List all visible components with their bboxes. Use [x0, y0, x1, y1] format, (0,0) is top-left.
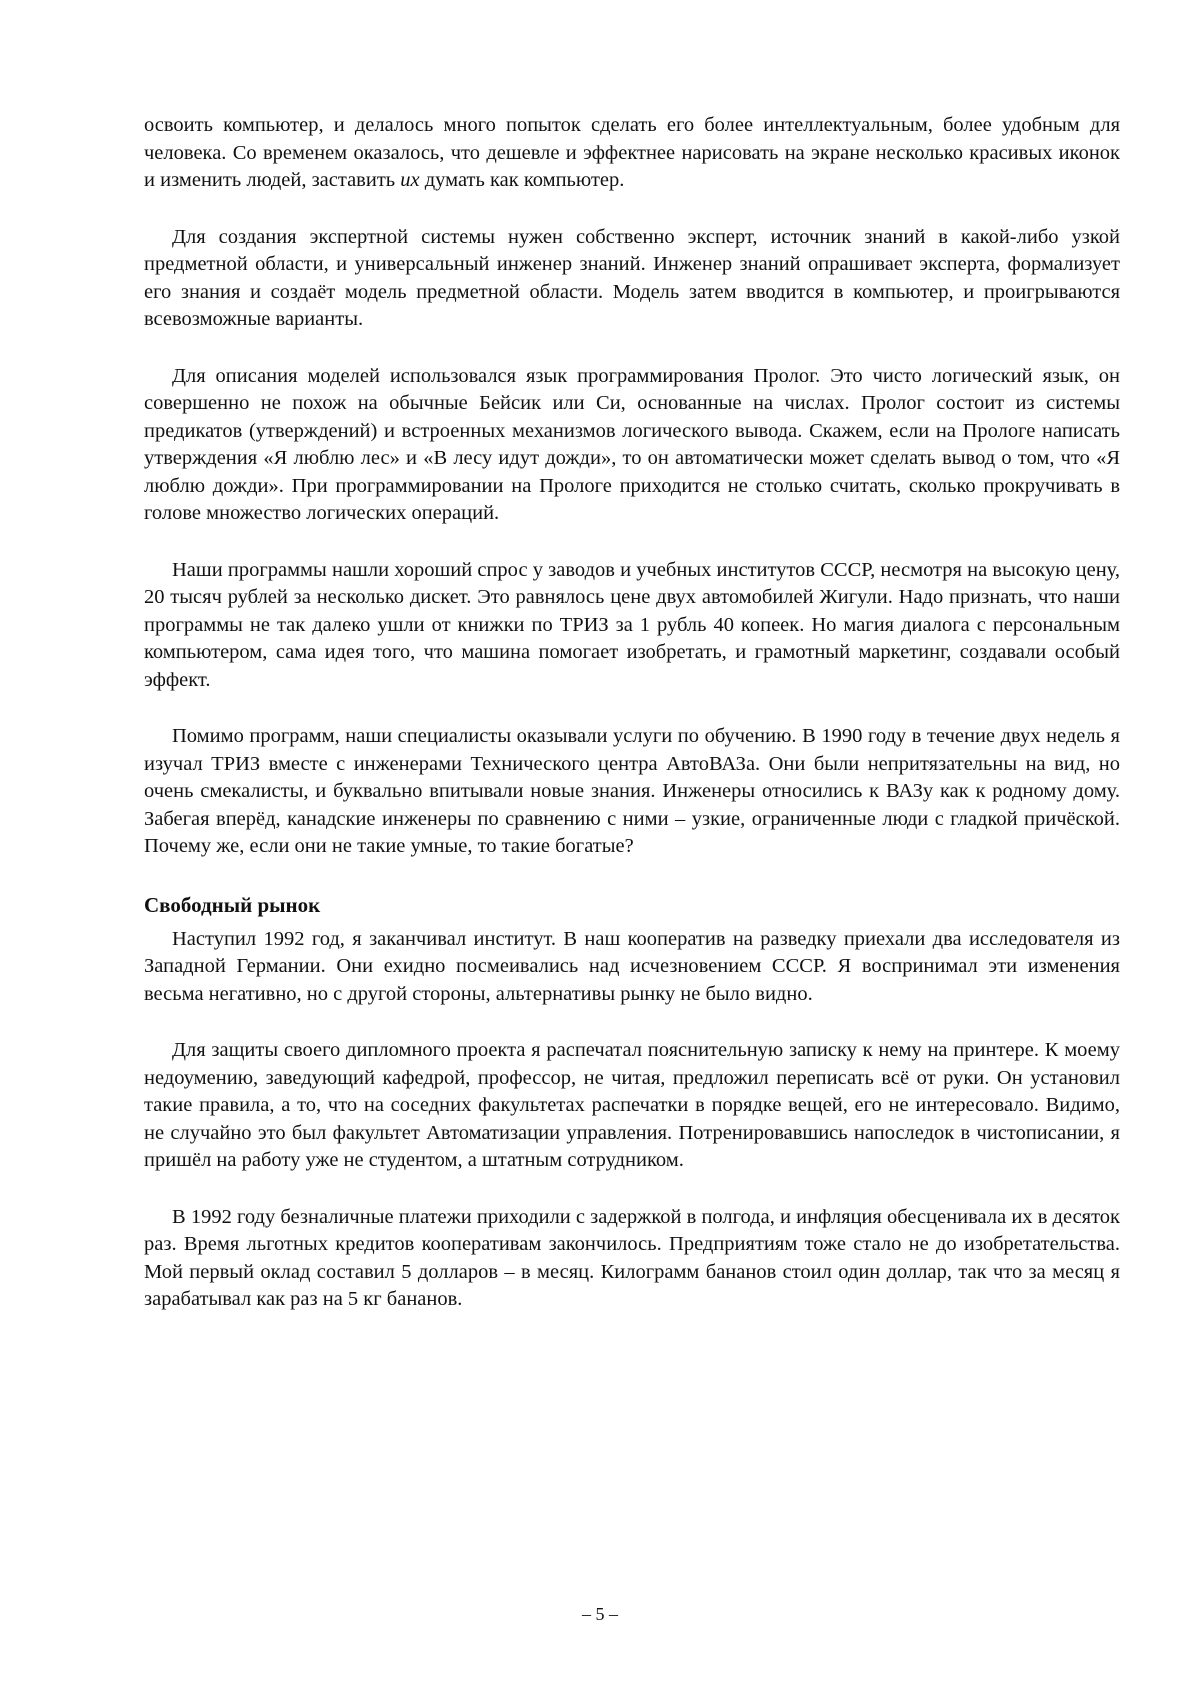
paragraph-training: Помимо программ, наши специалисты оказывали услуги по обучению. В 1990 году в течение двух недель я изучал ТРИЗ вместе с инженерами Технического центра АвтоВАЗа. Они были непритязательны на вид, но очень смекалисты, и буквально впитывали новые знания. Инженеры относились к ВАЗу как к родному дому. Забегая вперёд, канадские инженеры по сравнению с ними – узкие, ограниченные люди с гладкой причёской. Почему же, если они не такие умные, то такие богатые? — [144, 725, 1120, 857]
page-body — [144, 112, 1120, 1343]
paragraph-diploma: Для защиты своего дипломного проекта я распечатал пояснительную записку к нему на принтере. К моему недоумению, заведующий кафедрой, профессор, не читая, предложил переписать всё от руки. Он установил такие правила, а то, что на соседних факультетах распечатки в порядке вещей, его не интересовало. Видимо, не случайно это был факультет Автоматизации управления. Потренировавшись напоследок в чистописании, я пришёл на работу уже не студентом, а штатным сотрудником. — [144, 1039, 1120, 1171]
paragraph-inflation: В 1992 году безналичные платежи приходили с задержкой в полгода, и инфляция обесценивала их в десяток раз. Время льготных кредитов кооперативам закончилось. Предприятиям тоже стало не до изобретательства. Мой первый оклад составил 5 долларов – в месяц. Килограмм бананов стоил один доллар, так что за месяц я зарабатывал как раз на 5 кг бананов. — [144, 1205, 1120, 1310]
paragraph-1992: Наступил 1992 год, я заканчивал институт. В наш кооператив на разведку приехали два исследователя из Западной Германии. Они ехидно посмеивались над исчезновением СССР. Я воспринимал эти изменения весьма негативно, но с другой стороны, альтернативы рынку не было видно. — [144, 927, 1120, 1005]
paragraph-text: освоить компьютер, и делалось много попыток сделать его более интеллектуальным, более удобным для человека. Со временем оказалось, что дешевле и эффектнее нарисовать на экране несколько красивых иконок и изменить людей, заставить — [144, 114, 1120, 191]
page-number: – 5 – — [582, 1604, 618, 1624]
paragraph-expert-system: Для создания экспертной системы нужен собственно эксперт, источник знаний в какой-либо узкой предметной области, и универсальный инженер знаний. Инженер знаний опрашивает эксперта, формализует его знания и создаёт модель предметной области. Модель затем вводится в компьютер, и проигрываются всевозможные варианты. — [144, 225, 1120, 330]
emphasis-text: их — [400, 169, 420, 191]
paragraph-text: думать как компьютер. — [419, 169, 625, 191]
section-heading: Свободный рынок — [144, 892, 321, 917]
paragraph-prolog: Для описания моделей использовался язык программирования Пролог. Это чисто логический язык, он совершенно не похож на обычные Бейсик или Си, основанные на числах. Пролог состоит из системы предикатов (утверждений) и встроенных механизмов логического вывода. Скажем, если на Прологе написать утверждения «Я люблю лес» и «В лесу идут дожди», то он автоматически может сделать вывод о том, что «Я люблю дожди». При программировании на Прологе приходится не столько считать, сколько прокручивать в голове множество логических операций. — [144, 364, 1120, 524]
paragraph-programs-demand: Наши программы нашли хороший спрос у заводов и учебных институтов СССР, несмотря на высокую цену, 20 тысяч рублей за несколько дискет. Это равнялось цене двух автомобилей Жигули. Надо признать, что наши программы не так далеко ушли от книжки по ТРИЗ за 1 рубль 40 копеек. Но магия диалога с персональным компьютером, сама идея того, что машина помогает изобретать, и грамотный маркетинг, создавали особый эффект. — [144, 558, 1120, 691]
paragraph-continuation — [144, 112, 1120, 195]
